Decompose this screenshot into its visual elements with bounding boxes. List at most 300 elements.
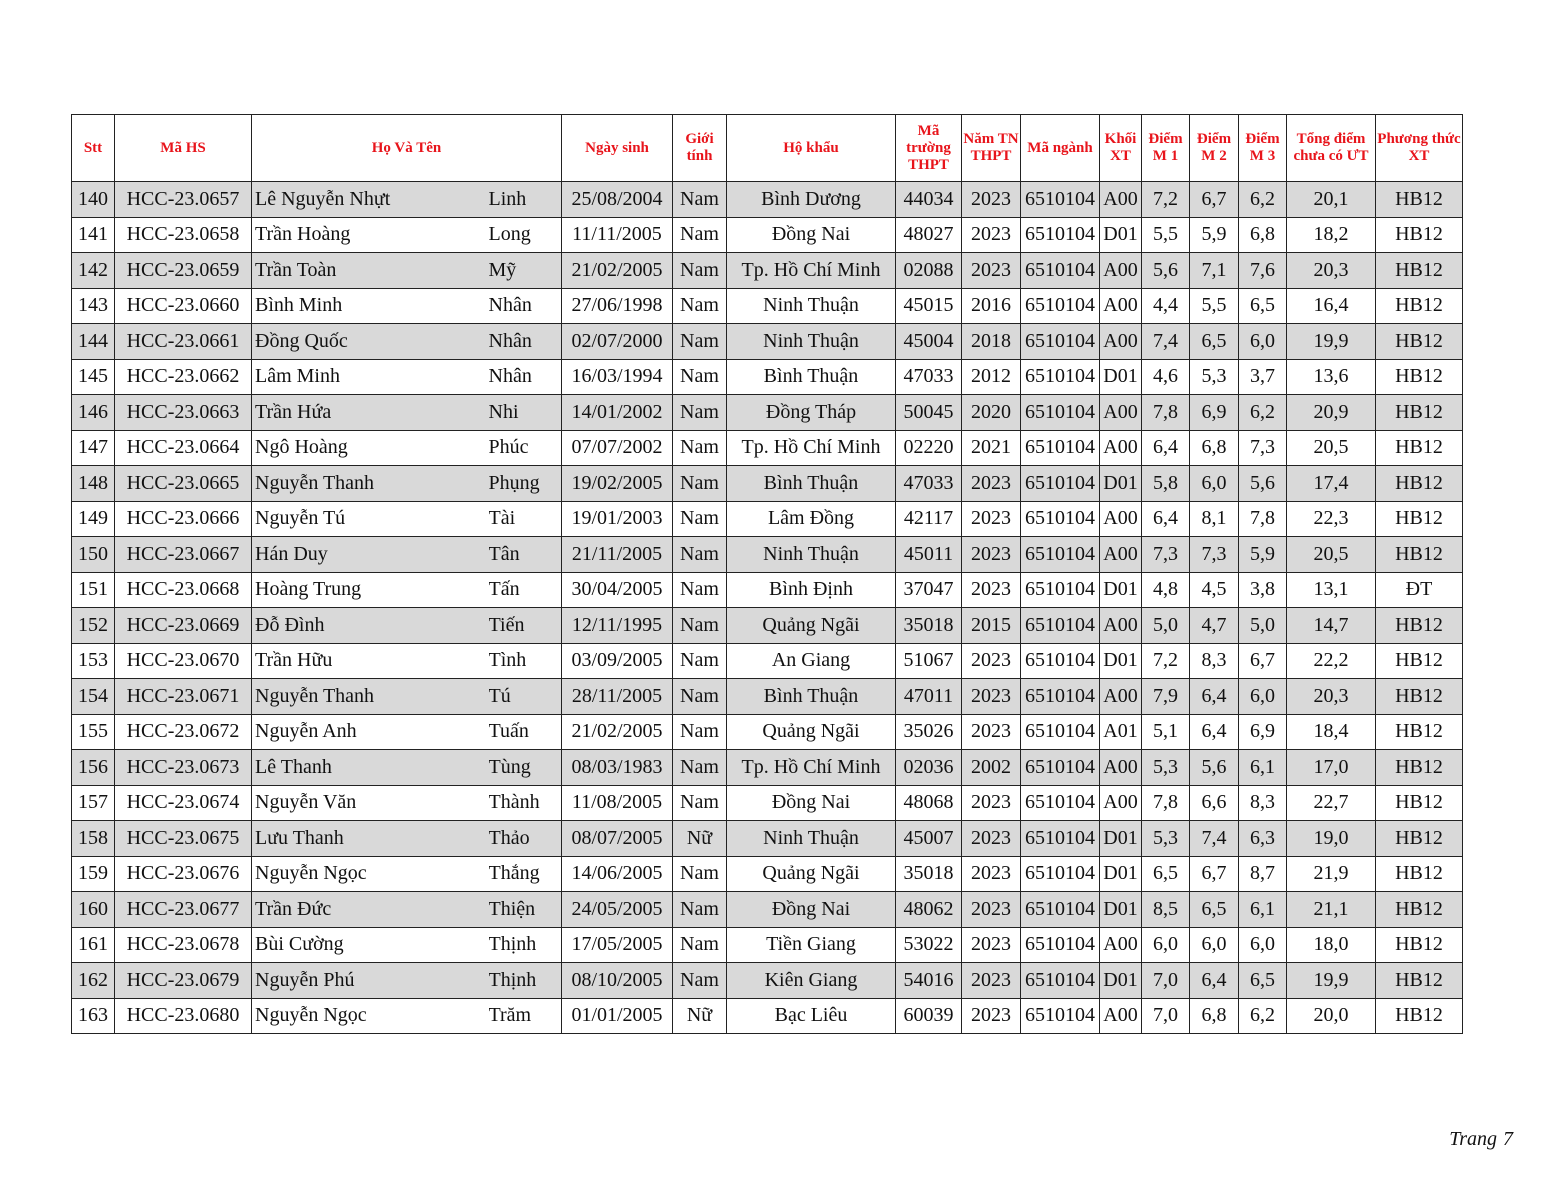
cell-given-name: Tiến (489, 608, 562, 644)
cell-score-m2: 4,7 (1190, 608, 1239, 644)
col-header-diem-m2: Điểm M 2 (1190, 115, 1239, 182)
cell-stt: 150 (72, 537, 115, 573)
cell-student-code: HCC-23.0660 (115, 288, 252, 324)
cell-gender: Nam (673, 253, 727, 289)
cell-stt: 151 (72, 572, 115, 608)
cell-given-name: Tấn (489, 572, 562, 608)
cell-residence: Bình Dương (727, 182, 896, 218)
cell-score-m2: 6,4 (1190, 714, 1239, 750)
cell-score-m1: 6,5 (1142, 856, 1190, 892)
cell-school-code: 02036 (896, 750, 962, 786)
cell-surname: Hoàng Trung (252, 572, 489, 608)
cell-residence: Tiền Giang (727, 927, 896, 963)
cell-score-m3: 6,8 (1239, 217, 1287, 253)
cell-stt: 161 (72, 927, 115, 963)
cell-score-m1: 5,6 (1142, 253, 1190, 289)
cell-score-m1: 5,1 (1142, 714, 1190, 750)
cell-residence: Quảng Ngãi (727, 714, 896, 750)
cell-gender: Nam (673, 608, 727, 644)
cell-birth-date: 14/06/2005 (562, 856, 673, 892)
table-row (72, 856, 1463, 892)
table-row (72, 714, 1463, 750)
cell-student-code: HCC-23.0676 (115, 856, 252, 892)
cell-residence: Ninh Thuận (727, 288, 896, 324)
cell-admission-method: HB12 (1376, 501, 1463, 537)
cell-given-name: Thành (489, 785, 562, 821)
cell-major-code: 6510104 (1021, 785, 1100, 821)
cell-exam-block: D01 (1100, 856, 1142, 892)
cell-residence: Đồng Nai (727, 785, 896, 821)
cell-surname: Lê Thanh (252, 750, 489, 786)
cell-student-code: HCC-23.0678 (115, 927, 252, 963)
cell-total-score: 19,9 (1287, 963, 1376, 999)
cell-stt: 142 (72, 253, 115, 289)
cell-surname: Nguyễn Ngọc (252, 998, 489, 1034)
cell-given-name: Nhi (489, 395, 562, 431)
cell-stt: 155 (72, 714, 115, 750)
cell-residence: Tp. Hồ Chí Minh (727, 750, 896, 786)
cell-score-m2: 6,8 (1190, 430, 1239, 466)
cell-grad-year: 2015 (962, 608, 1021, 644)
cell-score-m1: 6,4 (1142, 430, 1190, 466)
col-header-diem-m1: Điểm M 1 (1142, 115, 1190, 182)
cell-major-code: 6510104 (1021, 856, 1100, 892)
cell-student-code: HCC-23.0672 (115, 714, 252, 750)
cell-major-code: 6510104 (1021, 821, 1100, 857)
cell-total-score: 22,7 (1287, 785, 1376, 821)
cell-given-name: Nhân (489, 324, 562, 360)
table-row (72, 643, 1463, 679)
cell-score-m3: 6,5 (1239, 288, 1287, 324)
cell-residence: Đồng Tháp (727, 395, 896, 431)
cell-given-name: Phúc (489, 430, 562, 466)
cell-student-code: HCC-23.0657 (115, 182, 252, 218)
cell-score-m3: 6,2 (1239, 395, 1287, 431)
cell-birth-date: 08/07/2005 (562, 821, 673, 857)
cell-total-score: 20,5 (1287, 537, 1376, 573)
cell-score-m3: 6,0 (1239, 927, 1287, 963)
cell-exam-block: A00 (1100, 182, 1142, 218)
cell-birth-date: 19/02/2005 (562, 466, 673, 502)
cell-admission-method: HB12 (1376, 217, 1463, 253)
cell-major-code: 6510104 (1021, 395, 1100, 431)
cell-surname: Nguyễn Phú (252, 963, 489, 999)
cell-gender: Nam (673, 785, 727, 821)
cell-score-m2: 6,6 (1190, 785, 1239, 821)
cell-major-code: 6510104 (1021, 714, 1100, 750)
cell-total-score: 16,4 (1287, 288, 1376, 324)
cell-birth-date: 08/03/1983 (562, 750, 673, 786)
cell-surname: Nguyễn Tú (252, 501, 489, 537)
cell-residence: Quảng Ngãi (727, 856, 896, 892)
cell-total-score: 18,0 (1287, 927, 1376, 963)
cell-admission-method: HB12 (1376, 608, 1463, 644)
cell-score-m1: 5,3 (1142, 750, 1190, 786)
cell-birth-date: 24/05/2005 (562, 892, 673, 928)
cell-total-score: 14,7 (1287, 608, 1376, 644)
cell-gender: Nam (673, 359, 727, 395)
page-label: Trang (1449, 1128, 1497, 1150)
table-row (72, 537, 1463, 573)
cell-grad-year: 2016 (962, 288, 1021, 324)
cell-birth-date: 07/07/2002 (562, 430, 673, 466)
col-header-ho-ten: Họ Và Tên (252, 115, 562, 182)
cell-gender: Nam (673, 679, 727, 715)
cell-score-m1: 7,0 (1142, 998, 1190, 1034)
cell-score-m2: 5,9 (1190, 217, 1239, 253)
cell-total-score: 20,0 (1287, 998, 1376, 1034)
cell-grad-year: 2023 (962, 679, 1021, 715)
cell-school-code: 45011 (896, 537, 962, 573)
cell-given-name: Nhân (489, 359, 562, 395)
cell-admission-method: HB12 (1376, 359, 1463, 395)
cell-student-code: HCC-23.0671 (115, 679, 252, 715)
cell-student-code: HCC-23.0662 (115, 359, 252, 395)
cell-grad-year: 2012 (962, 359, 1021, 395)
cell-given-name: Phụng (489, 466, 562, 502)
cell-birth-date: 21/02/2005 (562, 253, 673, 289)
cell-score-m2: 5,3 (1190, 359, 1239, 395)
cell-given-name: Thịnh (489, 927, 562, 963)
cell-grad-year: 2023 (962, 856, 1021, 892)
cell-gender: Nam (673, 501, 727, 537)
cell-score-m1: 7,4 (1142, 324, 1190, 360)
cell-total-score: 20,3 (1287, 253, 1376, 289)
cell-given-name: Thịnh (489, 963, 562, 999)
cell-given-name: Mỹ (489, 253, 562, 289)
cell-student-code: HCC-23.0677 (115, 892, 252, 928)
cell-stt: 158 (72, 821, 115, 857)
cell-score-m3: 3,7 (1239, 359, 1287, 395)
cell-school-code: 02088 (896, 253, 962, 289)
cell-major-code: 6510104 (1021, 217, 1100, 253)
cell-given-name: Tú (489, 679, 562, 715)
cell-score-m1: 7,9 (1142, 679, 1190, 715)
cell-stt: 153 (72, 643, 115, 679)
cell-score-m1: 7,2 (1142, 182, 1190, 218)
cell-gender: Nam (673, 288, 727, 324)
cell-major-code: 6510104 (1021, 501, 1100, 537)
cell-stt: 146 (72, 395, 115, 431)
col-header-nam-tn: Năm TN THPT (962, 115, 1021, 182)
cell-stt: 162 (72, 963, 115, 999)
cell-score-m2: 6,7 (1190, 856, 1239, 892)
cell-grad-year: 2023 (962, 892, 1021, 928)
cell-exam-block: A01 (1100, 714, 1142, 750)
cell-school-code: 37047 (896, 572, 962, 608)
cell-school-code: 45004 (896, 324, 962, 360)
cell-student-code: HCC-23.0666 (115, 501, 252, 537)
col-header-diem-m3: Điểm M 3 (1239, 115, 1287, 182)
cell-exam-block: A00 (1100, 785, 1142, 821)
cell-stt: 144 (72, 324, 115, 360)
cell-total-score: 22,2 (1287, 643, 1376, 679)
cell-score-m2: 5,5 (1190, 288, 1239, 324)
cell-exam-block: D01 (1100, 217, 1142, 253)
cell-given-name: Tân (489, 537, 562, 573)
cell-surname: Nguyễn Anh (252, 714, 489, 750)
cell-score-m3: 6,9 (1239, 714, 1287, 750)
cell-birth-date: 25/08/2004 (562, 182, 673, 218)
cell-admission-method: HB12 (1376, 927, 1463, 963)
cell-score-m2: 7,1 (1190, 253, 1239, 289)
cell-score-m3: 5,9 (1239, 537, 1287, 573)
cell-total-score: 13,6 (1287, 359, 1376, 395)
table-row (72, 927, 1463, 963)
cell-admission-method: HB12 (1376, 785, 1463, 821)
table-row (72, 324, 1463, 360)
cell-school-code: 53022 (896, 927, 962, 963)
cell-residence: Đồng Nai (727, 892, 896, 928)
page-number: 7 (1503, 1128, 1513, 1150)
col-header-khoi-xt: Khối XT (1100, 115, 1142, 182)
cell-residence: Quảng Ngãi (727, 608, 896, 644)
col-header-ngay-sinh: Ngày sinh (562, 115, 673, 182)
cell-grad-year: 2018 (962, 324, 1021, 360)
cell-total-score: 18,2 (1287, 217, 1376, 253)
cell-admission-method: HB12 (1376, 182, 1463, 218)
cell-score-m1: 6,4 (1142, 501, 1190, 537)
cell-exam-block: A00 (1100, 927, 1142, 963)
cell-student-code: HCC-23.0670 (115, 643, 252, 679)
cell-major-code: 6510104 (1021, 927, 1100, 963)
cell-major-code: 6510104 (1021, 679, 1100, 715)
cell-exam-block: A00 (1100, 395, 1142, 431)
cell-exam-block: A00 (1100, 750, 1142, 786)
cell-major-code: 6510104 (1021, 643, 1100, 679)
col-header-tong-diem: Tổng điểm chưa có ƯT (1287, 115, 1376, 182)
cell-grad-year: 2023 (962, 821, 1021, 857)
cell-school-code: 42117 (896, 501, 962, 537)
cell-school-code: 48062 (896, 892, 962, 928)
cell-surname: Nguyễn Ngọc (252, 856, 489, 892)
table-row (72, 608, 1463, 644)
cell-grad-year: 2021 (962, 430, 1021, 466)
cell-score-m1: 7,8 (1142, 785, 1190, 821)
cell-gender: Nam (673, 963, 727, 999)
table-row (72, 679, 1463, 715)
cell-birth-date: 12/11/1995 (562, 608, 673, 644)
col-header-ma-truong: Mã trường THPT (896, 115, 962, 182)
cell-grad-year: 2023 (962, 501, 1021, 537)
col-header-ma-nganh: Mã ngành (1021, 115, 1100, 182)
cell-score-m3: 6,7 (1239, 643, 1287, 679)
cell-exam-block: D01 (1100, 963, 1142, 999)
cell-exam-block: A00 (1100, 324, 1142, 360)
cell-birth-date: 16/03/1994 (562, 359, 673, 395)
cell-gender: Nữ (673, 998, 727, 1034)
cell-major-code: 6510104 (1021, 324, 1100, 360)
cell-given-name: Long (489, 217, 562, 253)
cell-surname: Đỗ Đình (252, 608, 489, 644)
cell-residence: Tp. Hồ Chí Minh (727, 253, 896, 289)
cell-major-code: 6510104 (1021, 572, 1100, 608)
cell-stt: 141 (72, 217, 115, 253)
cell-school-code: 45007 (896, 821, 962, 857)
cell-birth-date: 17/05/2005 (562, 927, 673, 963)
cell-exam-block: A00 (1100, 679, 1142, 715)
table-row (72, 395, 1463, 431)
cell-major-code: 6510104 (1021, 182, 1100, 218)
cell-score-m3: 6,2 (1239, 182, 1287, 218)
table-row (72, 785, 1463, 821)
cell-stt: 160 (72, 892, 115, 928)
cell-admission-method: HB12 (1376, 750, 1463, 786)
cell-school-code: 54016 (896, 963, 962, 999)
cell-admission-method: HB12 (1376, 430, 1463, 466)
table-row (72, 501, 1463, 537)
cell-score-m2: 7,3 (1190, 537, 1239, 573)
cell-exam-block: A00 (1100, 288, 1142, 324)
cell-grad-year: 2023 (962, 537, 1021, 573)
cell-score-m1: 5,3 (1142, 821, 1190, 857)
cell-residence: Đồng Nai (727, 217, 896, 253)
cell-major-code: 6510104 (1021, 608, 1100, 644)
cell-score-m3: 7,6 (1239, 253, 1287, 289)
cell-gender: Nam (673, 750, 727, 786)
cell-surname: Đồng Quốc (252, 324, 489, 360)
cell-stt: 163 (72, 998, 115, 1034)
cell-score-m2: 6,4 (1190, 679, 1239, 715)
table-row (72, 430, 1463, 466)
cell-score-m2: 5,6 (1190, 750, 1239, 786)
cell-given-name: Thảo (489, 821, 562, 857)
cell-school-code: 45015 (896, 288, 962, 324)
cell-student-code: HCC-23.0665 (115, 466, 252, 502)
cell-major-code: 6510104 (1021, 537, 1100, 573)
cell-admission-method: HB12 (1376, 998, 1463, 1034)
table-row (72, 963, 1463, 999)
cell-student-code: HCC-23.0669 (115, 608, 252, 644)
cell-stt: 152 (72, 608, 115, 644)
cell-birth-date: 21/02/2005 (562, 714, 673, 750)
cell-stt: 145 (72, 359, 115, 395)
cell-surname: Nguyễn Văn (252, 785, 489, 821)
table-row (72, 998, 1463, 1034)
cell-surname: Trần Hoàng (252, 217, 489, 253)
cell-total-score: 22,3 (1287, 501, 1376, 537)
cell-exam-block: A00 (1100, 608, 1142, 644)
cell-gender: Nam (673, 537, 727, 573)
cell-total-score: 18,4 (1287, 714, 1376, 750)
cell-school-code: 02220 (896, 430, 962, 466)
cell-admission-method: HB12 (1376, 537, 1463, 573)
cell-score-m3: 7,8 (1239, 501, 1287, 537)
cell-surname: Lê Nguyễn Nhựt (252, 182, 489, 218)
cell-exam-block: D01 (1100, 643, 1142, 679)
cell-gender: Nam (673, 856, 727, 892)
cell-grad-year: 2023 (962, 927, 1021, 963)
cell-gender: Nam (673, 217, 727, 253)
cell-admission-method: HB12 (1376, 395, 1463, 431)
cell-score-m2: 6,8 (1190, 998, 1239, 1034)
cell-surname: Trần Hữu (252, 643, 489, 679)
cell-admission-method: HB12 (1376, 856, 1463, 892)
cell-grad-year: 2023 (962, 466, 1021, 502)
page-footer (1443, 1128, 1513, 1151)
cell-score-m1: 4,8 (1142, 572, 1190, 608)
cell-grad-year: 2023 (962, 714, 1021, 750)
cell-score-m2: 4,5 (1190, 572, 1239, 608)
cell-score-m3: 5,6 (1239, 466, 1287, 502)
cell-stt: 149 (72, 501, 115, 537)
cell-stt: 143 (72, 288, 115, 324)
cell-total-score: 19,0 (1287, 821, 1376, 857)
cell-admission-method: HB12 (1376, 466, 1463, 502)
cell-score-m3: 7,3 (1239, 430, 1287, 466)
cell-score-m2: 6,5 (1190, 324, 1239, 360)
cell-given-name: Thắng (489, 856, 562, 892)
cell-given-name: Tùng (489, 750, 562, 786)
table-body (72, 182, 1463, 1034)
cell-residence: Ninh Thuận (727, 821, 896, 857)
cell-student-code: HCC-23.0663 (115, 395, 252, 431)
cell-total-score: 21,1 (1287, 892, 1376, 928)
table-row (72, 217, 1463, 253)
col-header-stt: Stt (72, 115, 115, 182)
cell-major-code: 6510104 (1021, 430, 1100, 466)
cell-total-score: 20,5 (1287, 430, 1376, 466)
cell-total-score: 17,0 (1287, 750, 1376, 786)
cell-admission-method: HB12 (1376, 253, 1463, 289)
cell-birth-date: 21/11/2005 (562, 537, 673, 573)
cell-score-m2: 6,0 (1190, 927, 1239, 963)
cell-score-m1: 6,0 (1142, 927, 1190, 963)
cell-residence: Bạc Liêu (727, 998, 896, 1034)
cell-student-code: HCC-23.0659 (115, 253, 252, 289)
cell-birth-date: 08/10/2005 (562, 963, 673, 999)
cell-gender: Nam (673, 572, 727, 608)
cell-birth-date: 28/11/2005 (562, 679, 673, 715)
cell-grad-year: 2023 (962, 785, 1021, 821)
cell-score-m1: 5,8 (1142, 466, 1190, 502)
cell-given-name: Tình (489, 643, 562, 679)
cell-surname: Lưu Thanh (252, 821, 489, 857)
cell-birth-date: 14/01/2002 (562, 395, 673, 431)
table-row (72, 750, 1463, 786)
cell-birth-date: 30/04/2005 (562, 572, 673, 608)
cell-gender: Nam (673, 643, 727, 679)
cell-admission-method: HB12 (1376, 679, 1463, 715)
cell-exam-block: A00 (1100, 537, 1142, 573)
cell-student-code: HCC-23.0668 (115, 572, 252, 608)
cell-school-code: 48068 (896, 785, 962, 821)
cell-admission-method: HB12 (1376, 643, 1463, 679)
cell-surname: Nguyễn Thanh (252, 679, 489, 715)
table-row (72, 359, 1463, 395)
cell-student-code: HCC-23.0664 (115, 430, 252, 466)
cell-given-name: Thiện (489, 892, 562, 928)
cell-school-code: 51067 (896, 643, 962, 679)
cell-surname: Bình Minh (252, 288, 489, 324)
cell-major-code: 6510104 (1021, 750, 1100, 786)
cell-score-m3: 6,2 (1239, 998, 1287, 1034)
cell-given-name: Nhân (489, 288, 562, 324)
cell-grad-year: 2023 (962, 253, 1021, 289)
col-header-gioi-tinh: Giới tính (673, 115, 727, 182)
cell-exam-block: A00 (1100, 430, 1142, 466)
cell-residence: Lâm Đồng (727, 501, 896, 537)
cell-major-code: 6510104 (1021, 359, 1100, 395)
cell-exam-block: D01 (1100, 466, 1142, 502)
cell-total-score: 19,9 (1287, 324, 1376, 360)
cell-score-m2: 6,5 (1190, 892, 1239, 928)
cell-surname: Trần Toàn (252, 253, 489, 289)
cell-stt: 154 (72, 679, 115, 715)
col-header-ho-khau: Hộ khẩu (727, 115, 896, 182)
cell-score-m2: 7,4 (1190, 821, 1239, 857)
cell-stt: 140 (72, 182, 115, 218)
